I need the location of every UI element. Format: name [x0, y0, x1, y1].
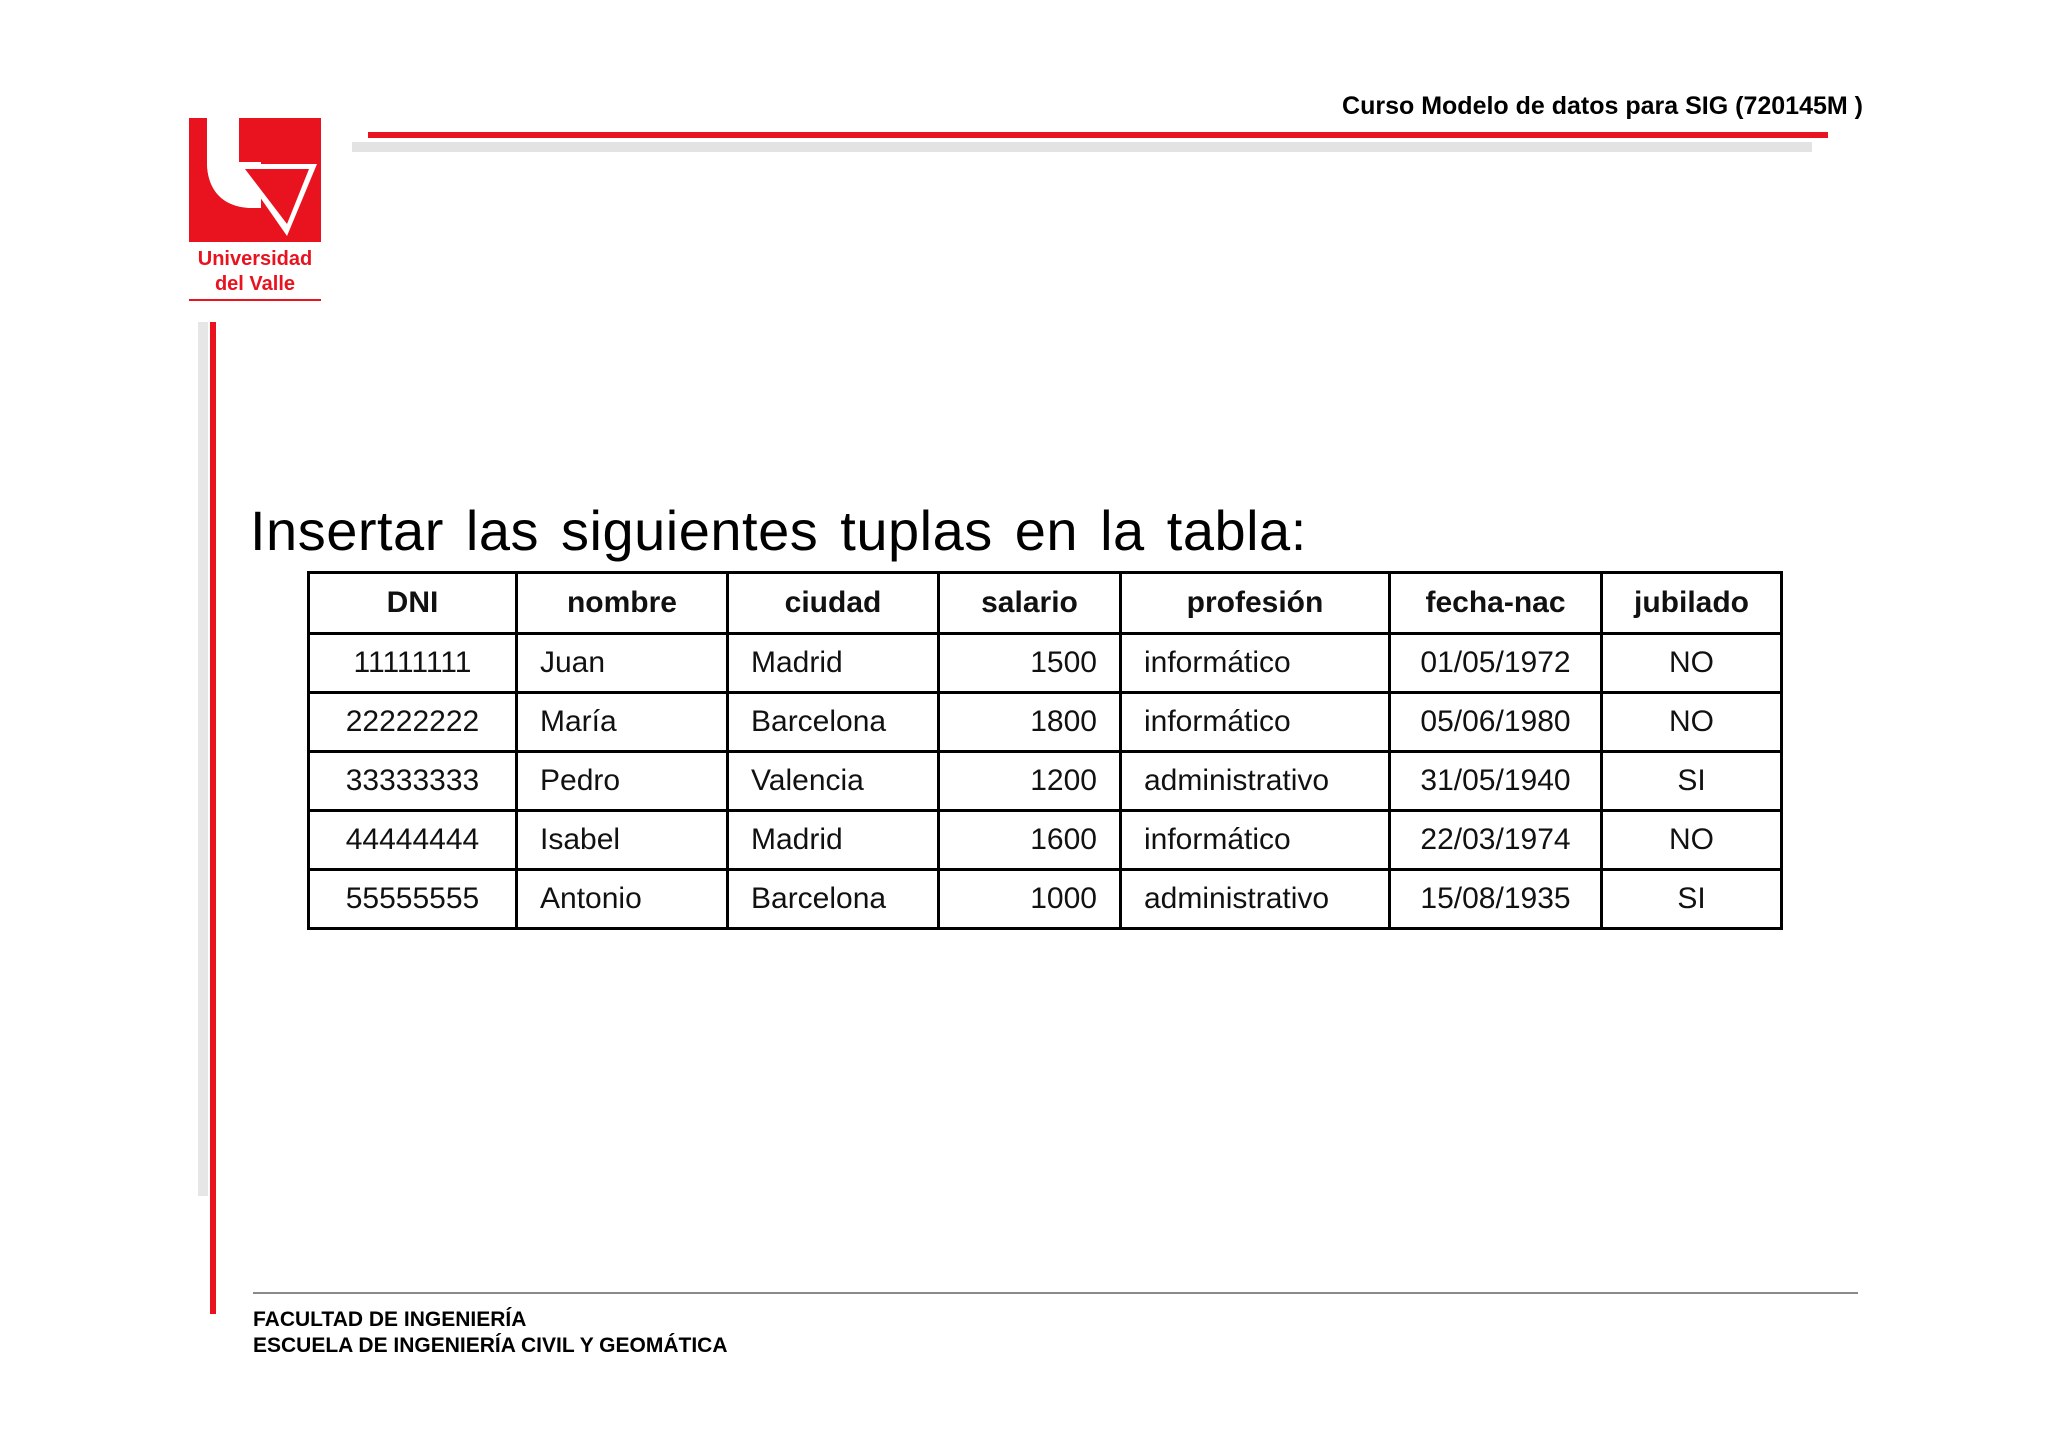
cell-ciudad: Madrid [728, 811, 939, 870]
logo-text-universidad: Universidad [197, 248, 313, 270]
logo-emblem-icon [189, 118, 321, 242]
cell-jubilado: NO [1602, 634, 1782, 693]
cell-nombre: Antonio [517, 870, 728, 929]
table-row [309, 634, 1782, 693]
cell-jubilado: NO [1602, 811, 1782, 870]
cell-jubilado: NO [1602, 693, 1782, 752]
cell-salario: 1500 [939, 634, 1121, 693]
cell-fecha-nac: 01/05/1972 [1390, 634, 1602, 693]
column-header: nombre [517, 573, 728, 634]
cell-dni: 33333333 [309, 752, 517, 811]
logo-underline [189, 299, 321, 301]
cell-fecha-nac: 31/05/1940 [1390, 752, 1602, 811]
column-header: fecha-nac [1390, 573, 1602, 634]
cell-salario: 1600 [939, 811, 1121, 870]
cell-nombre: Pedro [517, 752, 728, 811]
column-header: profesión [1121, 573, 1390, 634]
cell-ciudad: Madrid [728, 634, 939, 693]
cell-fecha-nac: 15/08/1935 [1390, 870, 1602, 929]
tuples-table [307, 571, 1783, 930]
logo-text-del-valle: del Valle [214, 273, 296, 295]
cell-dni: 55555555 [309, 870, 517, 929]
cell-fecha-nac: 05/06/1980 [1390, 693, 1602, 752]
footer-faculty: FACULTAD DE INGENIERÍA [253, 1308, 527, 1331]
cell-dni: 44444444 [309, 811, 517, 870]
cell-salario: 1000 [939, 870, 1121, 929]
cell-profesion: informático [1121, 693, 1390, 752]
cell-dni: 11111111 [309, 634, 517, 693]
cell-jubilado: SI [1602, 752, 1782, 811]
cell-nombre: Juan [517, 634, 728, 693]
cell-profesion: informático [1121, 811, 1390, 870]
header-grey-rule [352, 142, 1812, 152]
side-red-bar [210, 322, 216, 1314]
table-row [309, 811, 1782, 870]
table-row [309, 693, 1782, 752]
cell-profesion: informático [1121, 634, 1390, 693]
column-header: ciudad [728, 573, 939, 634]
cell-ciudad: Barcelona [728, 693, 939, 752]
slide-heading: Insertar las siguientes tuplas en la tabla: [250, 499, 1307, 562]
column-header: DNI [309, 573, 517, 634]
cell-fecha-nac: 22/03/1974 [1390, 811, 1602, 870]
column-header: jubilado [1602, 573, 1782, 634]
footer-school: ESCUELA DE INGENIERÍA CIVIL Y GEOMÁTICA [253, 1334, 728, 1357]
cell-salario: 1200 [939, 752, 1121, 811]
cell-nombre: Isabel [517, 811, 728, 870]
side-grey-bar [198, 322, 208, 1196]
header-red-rule [368, 132, 1828, 138]
table-header-row [309, 573, 1782, 634]
cell-ciudad: Barcelona [728, 870, 939, 929]
course-title: Curso Modelo de datos para SIG (720145M ) [1342, 92, 1863, 120]
university-logo [189, 118, 321, 302]
cell-ciudad: Valencia [728, 752, 939, 811]
cell-profesion: administrativo [1121, 752, 1390, 811]
cell-profesion: administrativo [1121, 870, 1390, 929]
cell-nombre: María [517, 693, 728, 752]
table-row [309, 752, 1782, 811]
cell-dni: 22222222 [309, 693, 517, 752]
cell-salario: 1800 [939, 693, 1121, 752]
cell-jubilado: SI [1602, 870, 1782, 929]
column-header: salario [939, 573, 1121, 634]
footer-rule [253, 1292, 1858, 1294]
table-row [309, 870, 1782, 929]
